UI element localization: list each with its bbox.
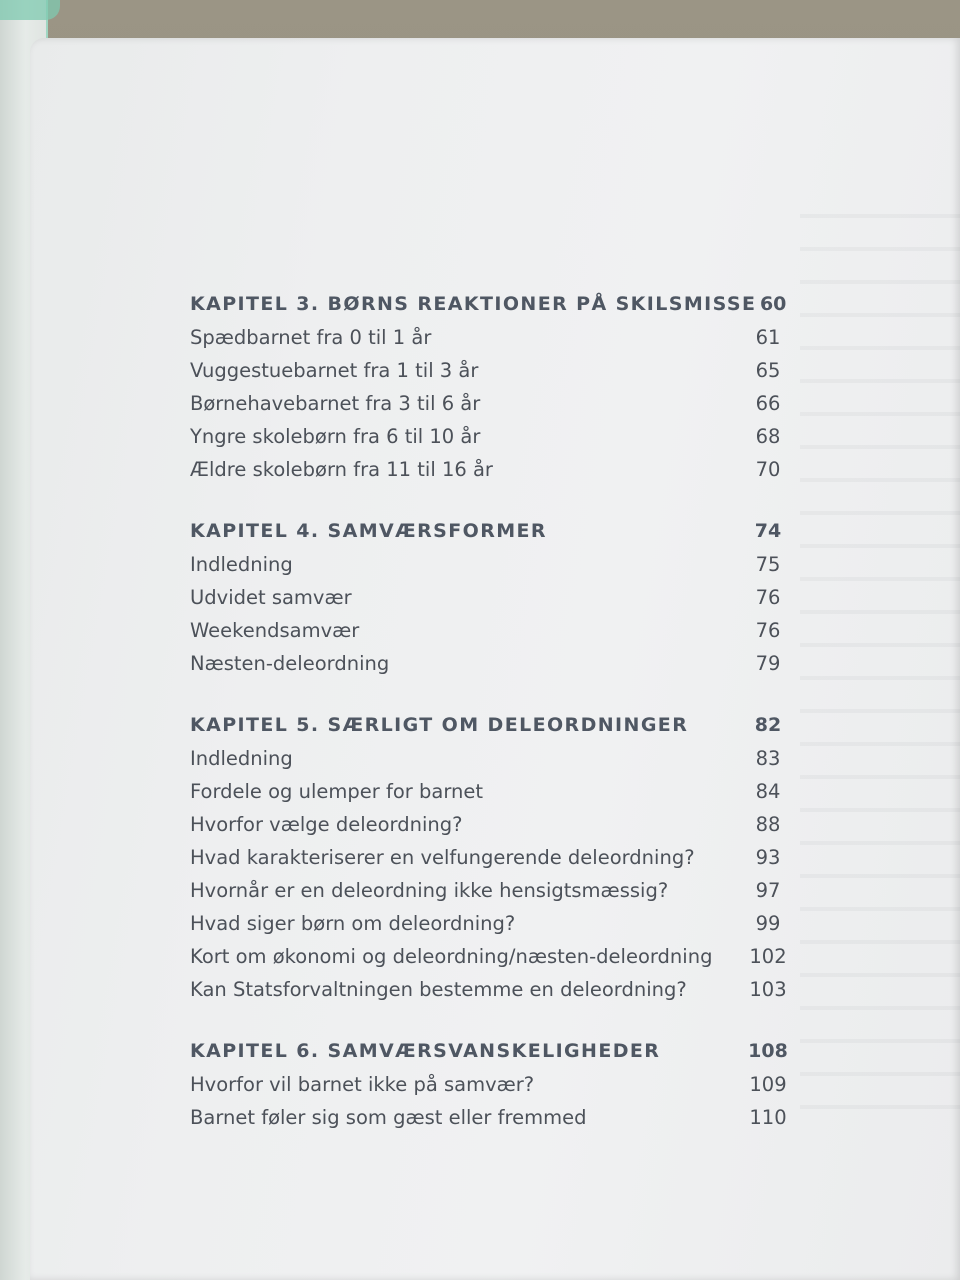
chapter-title: KAPITEL 6. SAMVÆRSVANSKELIGHEDER [190, 1040, 661, 1062]
chapter-5 [190, 709, 790, 1006]
chapter-heading [190, 709, 790, 742]
entry-title: Hvad karakteriserer en velfungerende deleordning? [190, 846, 695, 869]
entry-title: Hvorfor vælge deleordning? [190, 813, 463, 836]
entry-title: Hvad siger børn om deleordning? [190, 912, 516, 935]
entry-page-number: 99 [755, 912, 781, 935]
toc-entry [190, 775, 790, 808]
entry-title: Hvornår er en deleordning ikke hensigtsmæssig? [190, 879, 669, 902]
book-cover-corner [0, 0, 60, 20]
entry-title: Indledning [190, 553, 293, 576]
toc-entry [190, 354, 790, 387]
toc-entry [190, 1068, 790, 1101]
toc-entry [190, 581, 790, 614]
entry-page-number: 70 [755, 458, 781, 481]
entry-page-number: 84 [755, 780, 781, 803]
toc-entry [190, 647, 790, 680]
chapter-heading [190, 1035, 790, 1068]
entry-title: Næsten-deleordning [190, 652, 390, 675]
chapter-4 [190, 515, 790, 680]
entry-page-number: 76 [755, 586, 781, 609]
entry-page-number: 61 [755, 326, 781, 349]
entry-title: Kan Statsforvaltningen bestemme en deleordning? [190, 978, 687, 1001]
chapter-6 [190, 1035, 790, 1134]
entry-page-number: 88 [755, 813, 781, 836]
toc-entry [190, 614, 790, 647]
chapter-title: KAPITEL 5. SÆRLIGT OM DELEORDNINGER [190, 714, 689, 736]
chapter-3 [190, 288, 790, 486]
entry-page-number: 109 [749, 1073, 787, 1096]
entry-page-number: 76 [755, 619, 781, 642]
entry-title: Børnehavebarnet fra 3 til 6 år [190, 392, 481, 415]
table-of-contents [190, 288, 790, 1163]
chapter-page-number: 108 [748, 1040, 788, 1062]
entry-page-number: 110 [749, 1106, 787, 1129]
entry-page-number: 93 [755, 846, 781, 869]
entry-title: Indledning [190, 747, 293, 770]
entry-title: Vuggestuebarnet fra 1 til 3 år [190, 359, 479, 382]
chapter-page-number: 60 [759, 293, 787, 315]
toc-entry [190, 742, 790, 775]
entry-title: Spædbarnet fra 0 til 1 år [190, 326, 432, 349]
toc-entry [190, 973, 790, 1006]
chapter-page-number: 82 [754, 714, 782, 736]
toc-entry [190, 420, 790, 453]
toc-entry [190, 387, 790, 420]
chapter-title: KAPITEL 4. SAMVÆRSFORMER [190, 520, 547, 542]
chapter-title: KAPITEL 3. BØRNS REAKTIONER PÅ SKILSMISSE [190, 293, 757, 315]
entry-page-number: 75 [755, 553, 781, 576]
entry-page-number: 65 [755, 359, 781, 382]
entry-page-number: 103 [749, 978, 787, 1001]
chapter-heading [190, 515, 790, 548]
entry-title: Hvorfor vil barnet ikke på samvær? [190, 1073, 535, 1096]
toc-entry [190, 453, 790, 486]
toc-entry [190, 548, 790, 581]
entry-title: Kort om økonomi og deleordning/næsten-deleordning [190, 945, 713, 968]
entry-page-number: 102 [749, 945, 787, 968]
entry-page-number: 68 [755, 425, 781, 448]
toc-entry [190, 321, 790, 354]
entry-page-number: 83 [755, 747, 781, 770]
entry-page-number: 66 [755, 392, 781, 415]
show-through-text [800, 188, 960, 1138]
toc-entry [190, 940, 790, 973]
toc-entry [190, 874, 790, 907]
entry-title: Weekendsamvær [190, 619, 360, 642]
toc-entry [190, 808, 790, 841]
toc-entry [190, 1101, 790, 1134]
toc-entry [190, 841, 790, 874]
entry-title: Udvidet samvær [190, 586, 352, 609]
entry-title: Ældre skolebørn fra 11 til 16 år [190, 458, 493, 481]
entry-title: Barnet føler sig som gæst eller fremmed [190, 1106, 587, 1129]
entry-title: Yngre skolebørn fra 6 til 10 år [190, 425, 481, 448]
entry-title: Fordele og ulemper for barnet [190, 780, 483, 803]
toc-entry [190, 907, 790, 940]
chapter-page-number: 74 [754, 520, 782, 542]
entry-page-number: 79 [755, 652, 781, 675]
entry-page-number: 97 [755, 879, 781, 902]
chapter-heading [190, 288, 790, 321]
